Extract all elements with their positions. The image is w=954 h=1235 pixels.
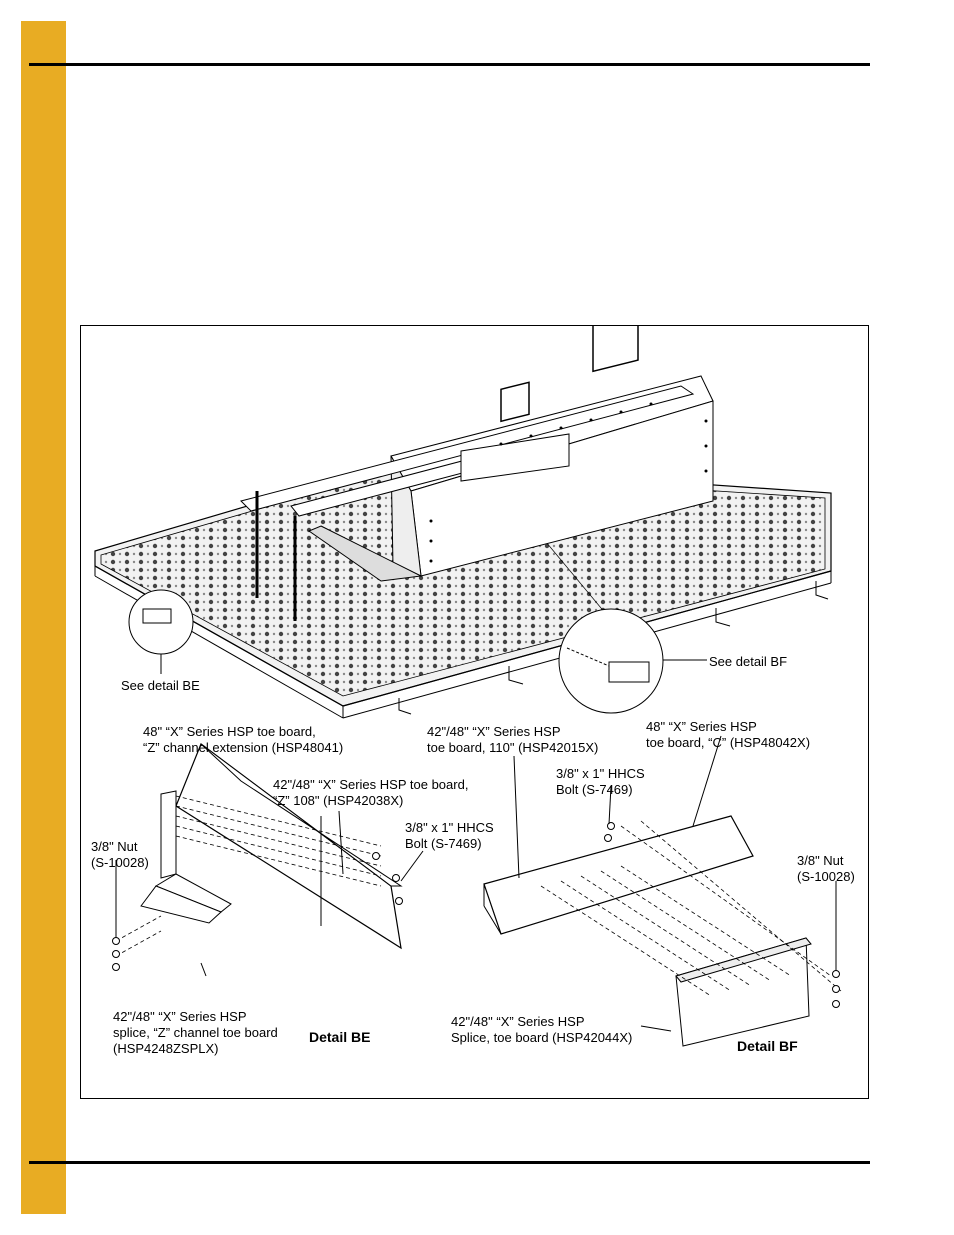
callout-splice-z-channel: 42"/48" “X” Series HSP splice, “Z” channel toe board (HSP4248ZSPLX) — [113, 1009, 278, 1056]
callout-bolt-be: 3/8" x 1" HHCS Bolt (S-7469) — [405, 820, 494, 851]
detail-bf-title: Detail BF — [737, 1038, 798, 1054]
side-tab — [21, 21, 66, 1214]
callout-toe-board-z108: 42"/48" “X” Series HSP toe board, “Z” 108" (HSP42038X) — [273, 777, 469, 808]
detail-bf-drawing — [484, 736, 841, 1046]
footer-rule — [29, 1161, 870, 1164]
callout-toe-board-extension: 48" “X” Series HSP toe board, “Z” channel extension (HSP48041) — [143, 724, 344, 755]
callout-toe-board-c: 48" “X” Series HSP toe board, “C” (HSP48042X) — [646, 719, 811, 750]
callout-splice-toe-board: 42"/48" “X” Series HSP Splice, toe board (HSP42044X) — [451, 1014, 633, 1045]
callout-nut-bf: 3/8" Nut (S-10028) — [797, 853, 855, 884]
detail-be-title: Detail BE — [309, 1029, 371, 1045]
detail-bf-circle — [559, 609, 707, 713]
header-rule — [29, 63, 870, 66]
assembly-line-art — [81, 326, 868, 1098]
detail-be-circle — [129, 590, 193, 674]
assembly-figure — [80, 325, 869, 1099]
callout-bolt-bf: 3/8" x 1" HHCS Bolt (S-7469) — [556, 766, 645, 797]
callout-toe-board-110: 42"/48" “X” Series HSP toe board, 110" (HSP42015X) — [427, 724, 599, 755]
callout-see-detail-be: See detail BE — [121, 678, 200, 693]
callout-nut-be: 3/8" Nut (S-10028) — [91, 839, 149, 870]
callout-see-detail-bf: See detail BF — [709, 654, 788, 669]
